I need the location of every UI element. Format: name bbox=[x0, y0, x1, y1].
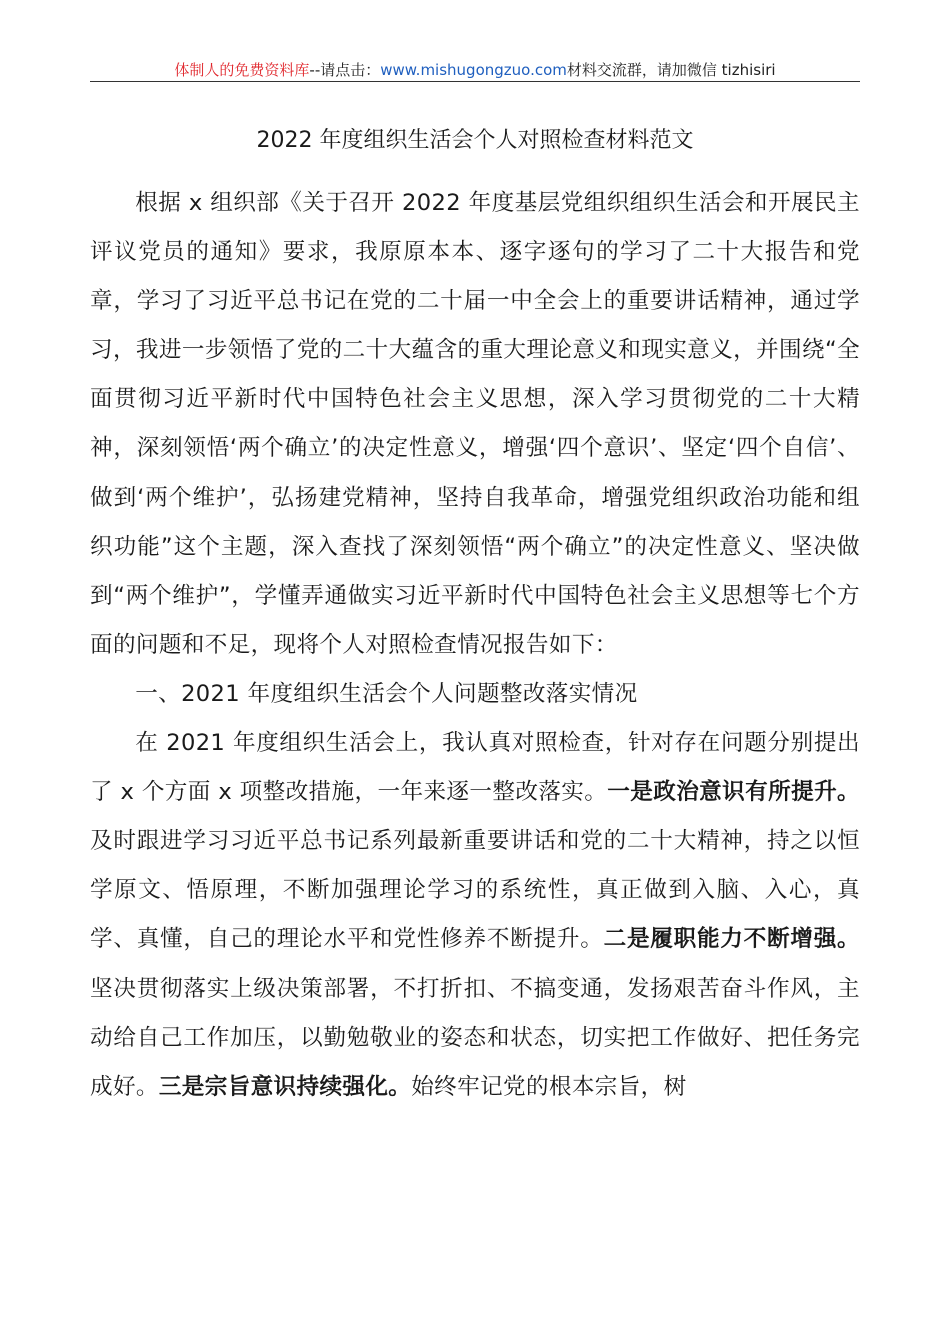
bold-point-2: 二是履职能力不断增强。 bbox=[603, 926, 860, 953]
header-divider bbox=[90, 81, 860, 82]
header-url-link[interactable]: www.mishugongzuo.com bbox=[380, 61, 567, 79]
document-title: 2022 年度组织生活会个人对照检查材料范文 bbox=[256, 128, 694, 153]
header-prompt: --请点击： bbox=[309, 61, 381, 79]
section-paragraph bbox=[90, 719, 860, 1112]
bold-point-1: 一是政治意识有所提升。 bbox=[607, 779, 860, 806]
intro-paragraph: 根据 x 组织部《关于召开 2022 年度基层党组织组织生活会和开展民主评议党员的通知》要求，我原原本本、逐字逐句的学习了二十大报告和党章，学习了习近平总书记在党的二十届一中全会上的重要讲话精神，通过学习，我进一步领悟了党的二十大蕴含的重大理论意义和现实意义，并围绕“全面贯彻习近平新时代中国特色社会主义思想，深入学习贯彻党的二十大精神，深刻领悟‘两个确立’的决定性意义，增强‘四个意识’、坚定‘四个自信’、做到‘两个维护’，弘扬建党精神，坚持自我革命，增强党组织政治功能和组织功能”这个主题，深入查找了深刻领悟“两个确立”的决定性意义、坚决做到“两个维护”，学懂弄通做实习近平新时代中国特色社会主义思想等七个方面的问题和不足，现将个人对照检查情况报告如下： bbox=[90, 190, 860, 658]
bold-point-3: 三是宗旨意识持续强化。 bbox=[158, 1073, 412, 1100]
section-text-2: 及时跟进学习习近平总书记系列最新重要讲话和党的二十大精神，持之以恒学原文、悟原理，不断加强理论学习的系统性，真正做到入脑、入心，真学、真懂，自己的理论水平和党性修养不断提升。 bbox=[90, 828, 860, 953]
document-body bbox=[90, 179, 860, 1112]
section-text-3: 坚决贯彻落实上级决策部署，不打折扣、不搞变通，发扬艰苦奋斗作风，主动给自己工作加压，以勤勉敬业的姿态和状态，切实把工作做好、把任务完成好。 bbox=[90, 975, 860, 1100]
header-brand: 体制人的免费资料库 bbox=[174, 61, 310, 79]
section-text-4: 始终牢记党的根本宗旨，树 bbox=[411, 1073, 687, 1100]
section-text-1: 在 2021 年度组织生活会上，我认真对照检查，针对存在问题分别提出了 x 个方面 x 项整改措施，一年来逐一整改落实。 bbox=[90, 730, 860, 806]
header-tail: 材料交流群，请加微信 tizhisiri bbox=[566, 61, 776, 79]
page-header bbox=[90, 57, 860, 83]
section-heading: 一、2021 年度组织生活会个人问题整改落实情况 bbox=[135, 680, 638, 707]
